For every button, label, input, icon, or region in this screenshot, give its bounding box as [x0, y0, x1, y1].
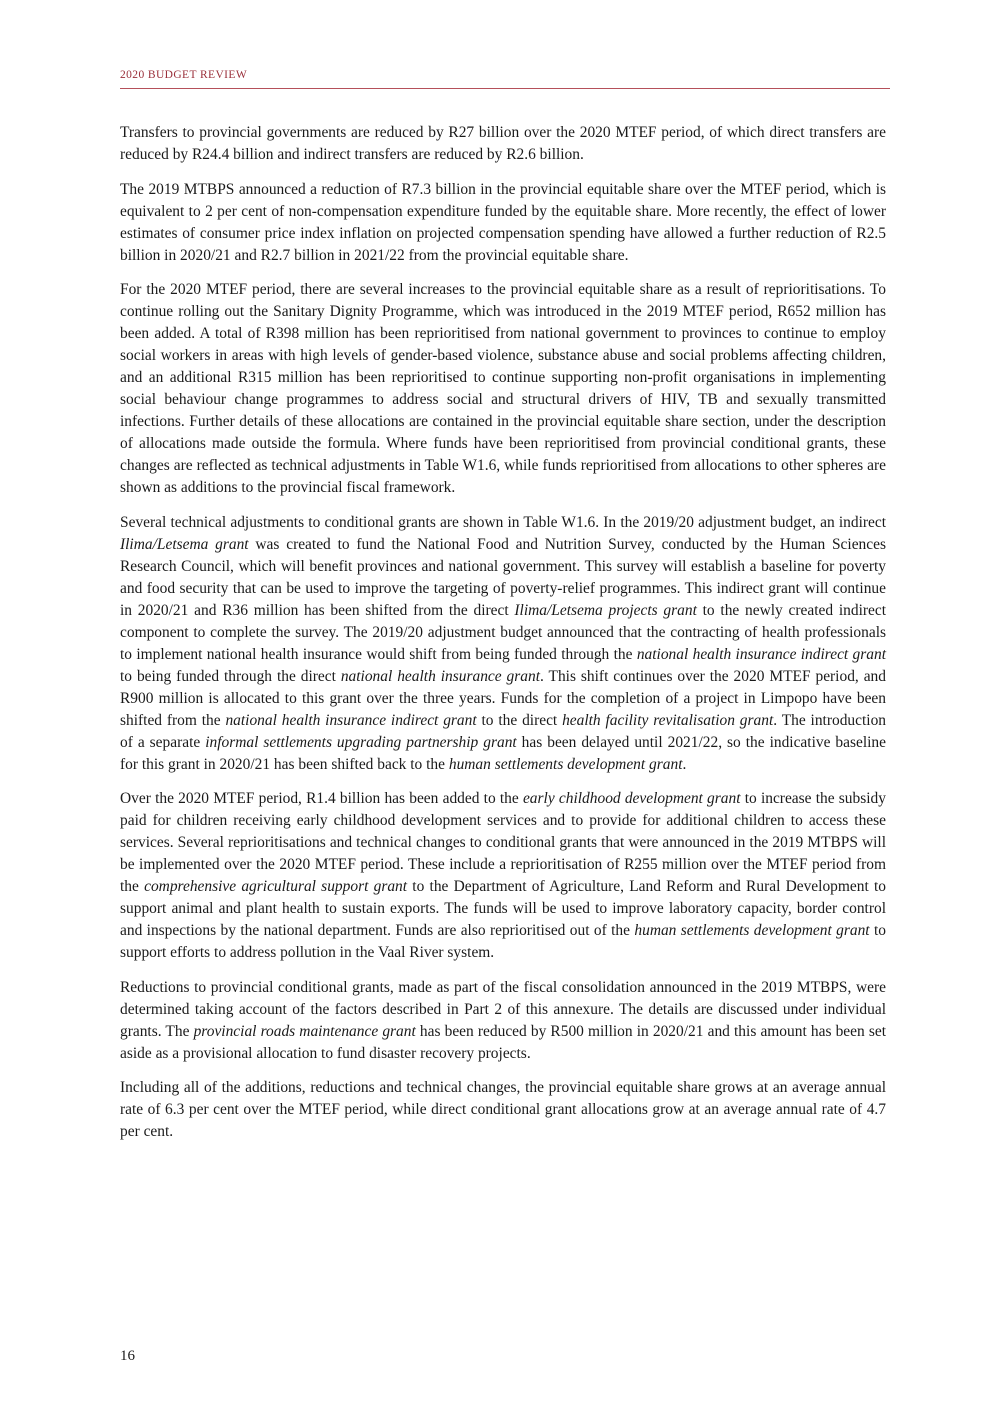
paragraph	[120, 179, 886, 267]
text-run: Over the 2020 MTEF period, R1.4 billion has been added to the	[120, 790, 523, 807]
grant-name: comprehensive agricultural support grant	[144, 878, 408, 895]
paragraph	[120, 122, 886, 166]
paragraph	[120, 512, 886, 776]
grant-name: human settlements development grant	[448, 755, 683, 773]
text-run: .	[682, 755, 687, 773]
running-title: 2020 BUDGET REVIEW	[120, 69, 248, 81]
text-run: to the direct	[476, 711, 563, 729]
text-run: to increase the subsidy paid for children receiving early childhood development services and to provide for additional children to access these services. Several reprioritisations and technical changes to conditional grants that were announced in the 2019 MTBPS will be implemented over the 2020 MTEF period. These include a reprioritisation of R255 million over the MTEF period from the	[120, 790, 886, 895]
grant-name: early childhood development grant	[522, 790, 741, 807]
paragraph	[120, 279, 886, 499]
text-run: . This shift continues over the 2020 MTEF period, and R900 million is allocated to this grant over the three years. Funds for the completion of a project in Limpopo have been shifted from the	[120, 667, 886, 729]
text-run: Including all of the additions, reductions and technical changes, the provincial equitable share grows at an average annual rate of 6.3 per cent over the MTEF period, while direct conditional grant allocations grow at an average annual rate of 4.7 per cent.	[120, 1079, 886, 1140]
text-run: has been delayed until 2021/22, so the indicative baseline for this grant in 2020/21 has been shifted back to the	[120, 733, 886, 773]
grant-name: provincial roads maintenance grant	[193, 1022, 416, 1040]
grant-name: informal settlements upgrading partnership grant	[205, 733, 517, 751]
text-run: to the newly created indirect component to complete the survey. The 2019/20 adjustment budget announced that the contracting of health professionals to implement national health insurance would shift from being funded through the	[120, 601, 886, 663]
text-run: Transfers to provincial governments are reduced by R27 billion over the 2020 MTEF period, of which direct transfers are reduced by R24.4 billion and indirect transfers are reduced by R2.6 billion.	[120, 124, 886, 163]
text-run: was created to fund the National Food and Nutrition Survey, conducted by the Human Sciences Research Council, which will benefit provinces and national government. This survey will establish a baseline for poverty and food security that can be used to improve the targeting of poverty-relief programmes. This indirect grant will continue in 2020/21 and R36 million has been shifted from the direct	[120, 535, 886, 619]
grant-name: Ilima/Letsema grant	[120, 535, 249, 553]
grant-name: health facility revitalisation grant	[562, 711, 774, 729]
paragraph	[120, 977, 886, 1065]
page-header	[120, 66, 890, 89]
text-run: has been reduced by R500 million in 2020/21 and this amount has been set aside as a provisional allocation to fund disaster recovery projects.	[120, 1022, 887, 1062]
paragraph	[120, 788, 886, 964]
text-run: Several technical adjustments to conditional grants are shown in Table W1.6. In the 2019/20 adjustment budget, an indirect	[120, 513, 886, 531]
grant-name: national health insurance grant	[340, 667, 541, 685]
grant-name: human settlements development grant	[634, 922, 870, 939]
grant-name: national health insurance indirect grant	[636, 645, 886, 663]
text-run: to being funded through the direct	[120, 667, 341, 685]
text-run: to support efforts to address pollution in the Vaal River system.	[120, 922, 886, 961]
text-run: For the 2020 MTEF period, there are several increases to the provincial equitable share as a result of reprioritisations. To continue rolling out the Sanitary Dignity Programme, which was introduced in the 2019 MTEF period, R652 million has been added. A total of R398 million has been reprioritised from national government to provinces to continue to employ social workers in areas with high levels of gender-based violence, substance abuse and social problems affecting children, and an additional R315 million has been reprioritised to continue supporting non-profit organisations in implementing social behaviour change programmes to address social and structural drivers of HIV, TB and sexually transmitted infections. Further details of these allocations are contained in the provincial equitable share section, under the description of allocations made outside the formula. Where funds have been reprioritised from provincial conditional grants, these changes are reflected as technical adjustments in Table W1.6, while funds reprioritised from allocations to other spheres are shown as additions to the provincial fiscal framework.	[120, 281, 886, 496]
paragraph	[120, 1077, 886, 1143]
text-run: Reductions to provincial conditional grants, made as part of the fiscal consolidation announced in the 2019 MTBPS, were determined taking account of the factors described in Part 2 of this annexure. The details are discussed under individual grants. The	[120, 978, 886, 1040]
grant-name: national health insurance indirect grant	[225, 711, 477, 729]
text-run: to the Department of Agriculture, Land Reform and Rural Development to support animal and plant health to sustain exports. The funds will be used to improve laboratory capacity, border control and inspections by the national department. Funds are also reprioritised out of the	[120, 878, 886, 939]
text-run: . The introduction of a separate	[120, 711, 887, 751]
grant-name: Ilima/Letsema projects grant	[514, 601, 697, 619]
page-number: 16	[120, 1348, 135, 1364]
body-text	[120, 122, 886, 1156]
text-run: The 2019 MTBPS announced a reduction of R7.3 billion in the provincial equitable share over the MTEF period, which is equivalent to 2 per cent of non-compensation expenditure funded by the equitable share. More recently, the effect of lower estimates of consumer price index inflation on projected compensation spending have allowed a further reduction of R2.5 billion in 2020/21 and R2.7 billion in 2021/22 from the provincial equitable share.	[120, 180, 886, 264]
